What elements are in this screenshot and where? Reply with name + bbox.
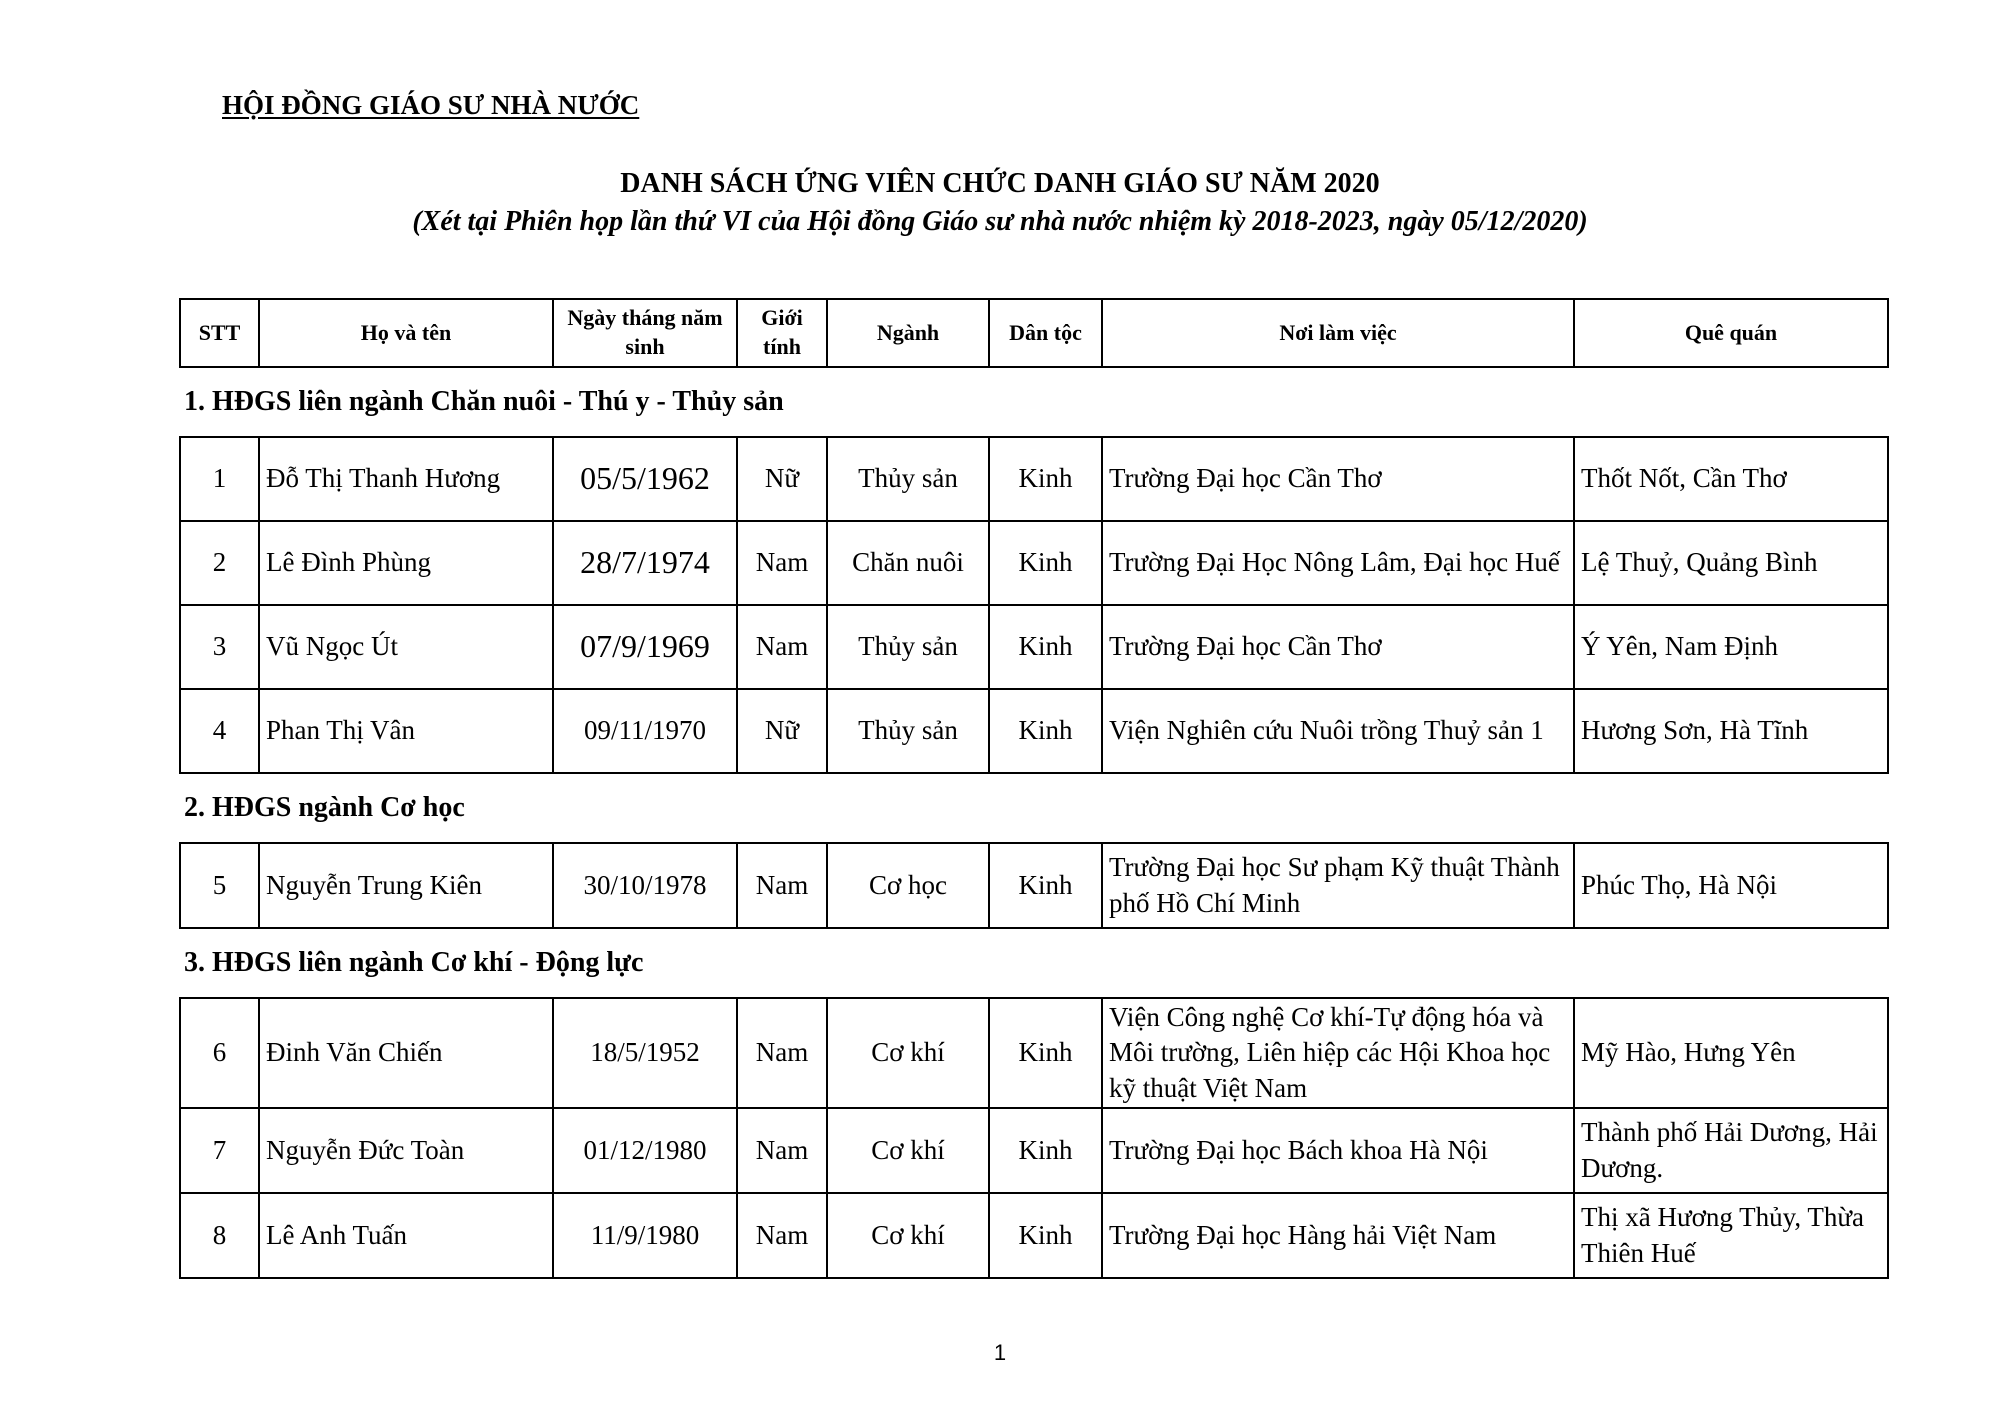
hometown-cell: Thành phố Hải Dương, Hải Dương. <box>1574 1108 1888 1193</box>
section-row <box>180 773 1888 843</box>
major-cell: Thủy sản <box>827 437 989 521</box>
table-header-row <box>180 299 1888 367</box>
dob-cell: 07/9/1969 <box>553 605 737 689</box>
column-header-hometown: Quê quán <box>1574 299 1888 367</box>
dob-cell: 30/10/1978 <box>553 843 737 928</box>
hometown-cell: Mỹ Hào, Hưng Yên <box>1574 998 1888 1108</box>
name-cell: Phan Thị Vân <box>259 689 553 773</box>
section-title: 3. HĐGS liên ngành Cơ khí - Động lực <box>184 947 644 978</box>
table-row <box>180 605 1888 689</box>
dob-cell: 18/5/1952 <box>553 998 737 1108</box>
sex-cell: Nam <box>737 843 827 928</box>
name-cell: Đinh Văn Chiến <box>259 998 553 1108</box>
hometown-cell: Thị xã Hương Thủy, Thừa Thiên Huế <box>1574 1193 1888 1278</box>
sex-cell: Nữ <box>737 437 827 521</box>
stt-cell: 7 <box>180 1108 259 1193</box>
hometown-cell: Lệ Thuỷ, Quảng Bình <box>1574 521 1888 605</box>
ethnicity-cell: Kinh <box>989 689 1102 773</box>
workplace-cell: Viện Công nghệ Cơ khí-Tự động hóa và Môi trường, Liên hiệp các Hội Khoa học kỹ thuật Việt Nam <box>1102 998 1574 1108</box>
page-number: 1 <box>993 1340 1007 1365</box>
table-row <box>180 689 1888 773</box>
section-title: 2. HĐGS ngành Cơ học <box>184 792 465 823</box>
stt-cell: 6 <box>180 998 259 1108</box>
table-row <box>180 998 1888 1108</box>
ethnicity-cell: Kinh <box>989 437 1102 521</box>
name-cell: Lê Anh Tuấn <box>259 1193 553 1278</box>
dob-cell: 11/9/1980 <box>553 1193 737 1278</box>
major-cell: Cơ học <box>827 843 989 928</box>
ethnicity-cell: Kinh <box>989 998 1102 1108</box>
sex-cell: Nam <box>737 998 827 1108</box>
table-row <box>180 1193 1888 1278</box>
name-cell: Vũ Ngọc Út <box>259 605 553 689</box>
hometown-cell: Thốt Nốt, Cần Thơ <box>1574 437 1888 521</box>
ethnicity-cell: Kinh <box>989 1108 1102 1193</box>
major-cell: Thủy sản <box>827 605 989 689</box>
workplace-cell: Trường Đại học Cần Thơ <box>1102 437 1574 521</box>
candidate-table <box>179 298 1889 1279</box>
hometown-cell: Hương Sơn, Hà Tĩnh <box>1574 689 1888 773</box>
name-cell: Lê Đình Phùng <box>259 521 553 605</box>
name-cell: Đỗ Thị Thanh Hương <box>259 437 553 521</box>
workplace-cell: Trường Đại Học Nông Lâm, Đại học Huế <box>1102 521 1574 605</box>
major-cell: Cơ khí <box>827 998 989 1108</box>
stt-cell: 1 <box>180 437 259 521</box>
table-row <box>180 521 1888 605</box>
dob-cell: 28/7/1974 <box>553 521 737 605</box>
sex-cell: Nữ <box>737 689 827 773</box>
column-header-major: Ngành <box>827 299 989 367</box>
sex-cell: Nam <box>737 1193 827 1278</box>
workplace-cell: Trường Đại học Sư phạm Kỹ thuật Thành phố Hồ Chí Minh <box>1102 843 1574 928</box>
major-cell: Cơ khí <box>827 1193 989 1278</box>
major-cell: Cơ khí <box>827 1108 989 1193</box>
document-subtitle: (Xét tại Phiên họp lần thứ VI của Hội đồng Giáo sư nhà nước nhiệm kỳ 2018-2023, ngày 05/12/2020) <box>412 206 1588 237</box>
sex-cell: Nam <box>737 605 827 689</box>
stt-cell: 3 <box>180 605 259 689</box>
column-header-sex: Giới tính <box>737 299 827 367</box>
section-row <box>180 367 1888 437</box>
dob-cell: 09/11/1970 <box>553 689 737 773</box>
name-cell: Nguyễn Đức Toàn <box>259 1108 553 1193</box>
stt-cell: 5 <box>180 843 259 928</box>
major-cell: Thủy sản <box>827 689 989 773</box>
sex-cell: Nam <box>737 521 827 605</box>
table-row <box>180 437 1888 521</box>
hometown-cell: Phúc Thọ, Hà Nội <box>1574 843 1888 928</box>
table-row <box>180 843 1888 928</box>
organization-heading: HỘI ĐỒNG GIÁO SƯ NHÀ NƯỚC <box>222 90 640 120</box>
section-title: 1. HĐGS liên ngành Chăn nuôi - Thú y - Thủy sản <box>184 386 784 417</box>
name-cell: Nguyễn Trung Kiên <box>259 843 553 928</box>
stt-cell: 2 <box>180 521 259 605</box>
column-header-workplace: Nơi làm việc <box>1102 299 1574 367</box>
ethnicity-cell: Kinh <box>989 521 1102 605</box>
major-cell: Chăn nuôi <box>827 521 989 605</box>
column-header-dob: Ngày tháng năm sinh <box>553 299 737 367</box>
workplace-cell: Trường Đại học Hàng hải Việt Nam <box>1102 1193 1574 1278</box>
workplace-cell: Trường Đại học Bách khoa Hà Nội <box>1102 1108 1574 1193</box>
dob-cell: 01/12/1980 <box>553 1108 737 1193</box>
hometown-cell: Ý Yên, Nam Định <box>1574 605 1888 689</box>
table-row <box>180 1108 1888 1193</box>
ethnicity-cell: Kinh <box>989 605 1102 689</box>
workplace-cell: Viện Nghiên cứu Nuôi trồng Thuỷ sản 1 <box>1102 689 1574 773</box>
section-row <box>180 928 1888 998</box>
column-header-ethnicity: Dân tộc <box>989 299 1102 367</box>
column-header-stt: STT <box>180 299 259 367</box>
ethnicity-cell: Kinh <box>989 1193 1102 1278</box>
column-header-name: Họ và tên <box>259 299 553 367</box>
sex-cell: Nam <box>737 1108 827 1193</box>
ethnicity-cell: Kinh <box>989 843 1102 928</box>
workplace-cell: Trường Đại học Cần Thơ <box>1102 605 1574 689</box>
dob-cell: 05/5/1962 <box>553 437 737 521</box>
stt-cell: 4 <box>180 689 259 773</box>
document-title: DANH SÁCH ỨNG VIÊN CHỨC DANH GIÁO SƯ NĂM 2020 <box>620 168 1380 199</box>
stt-cell: 8 <box>180 1193 259 1278</box>
